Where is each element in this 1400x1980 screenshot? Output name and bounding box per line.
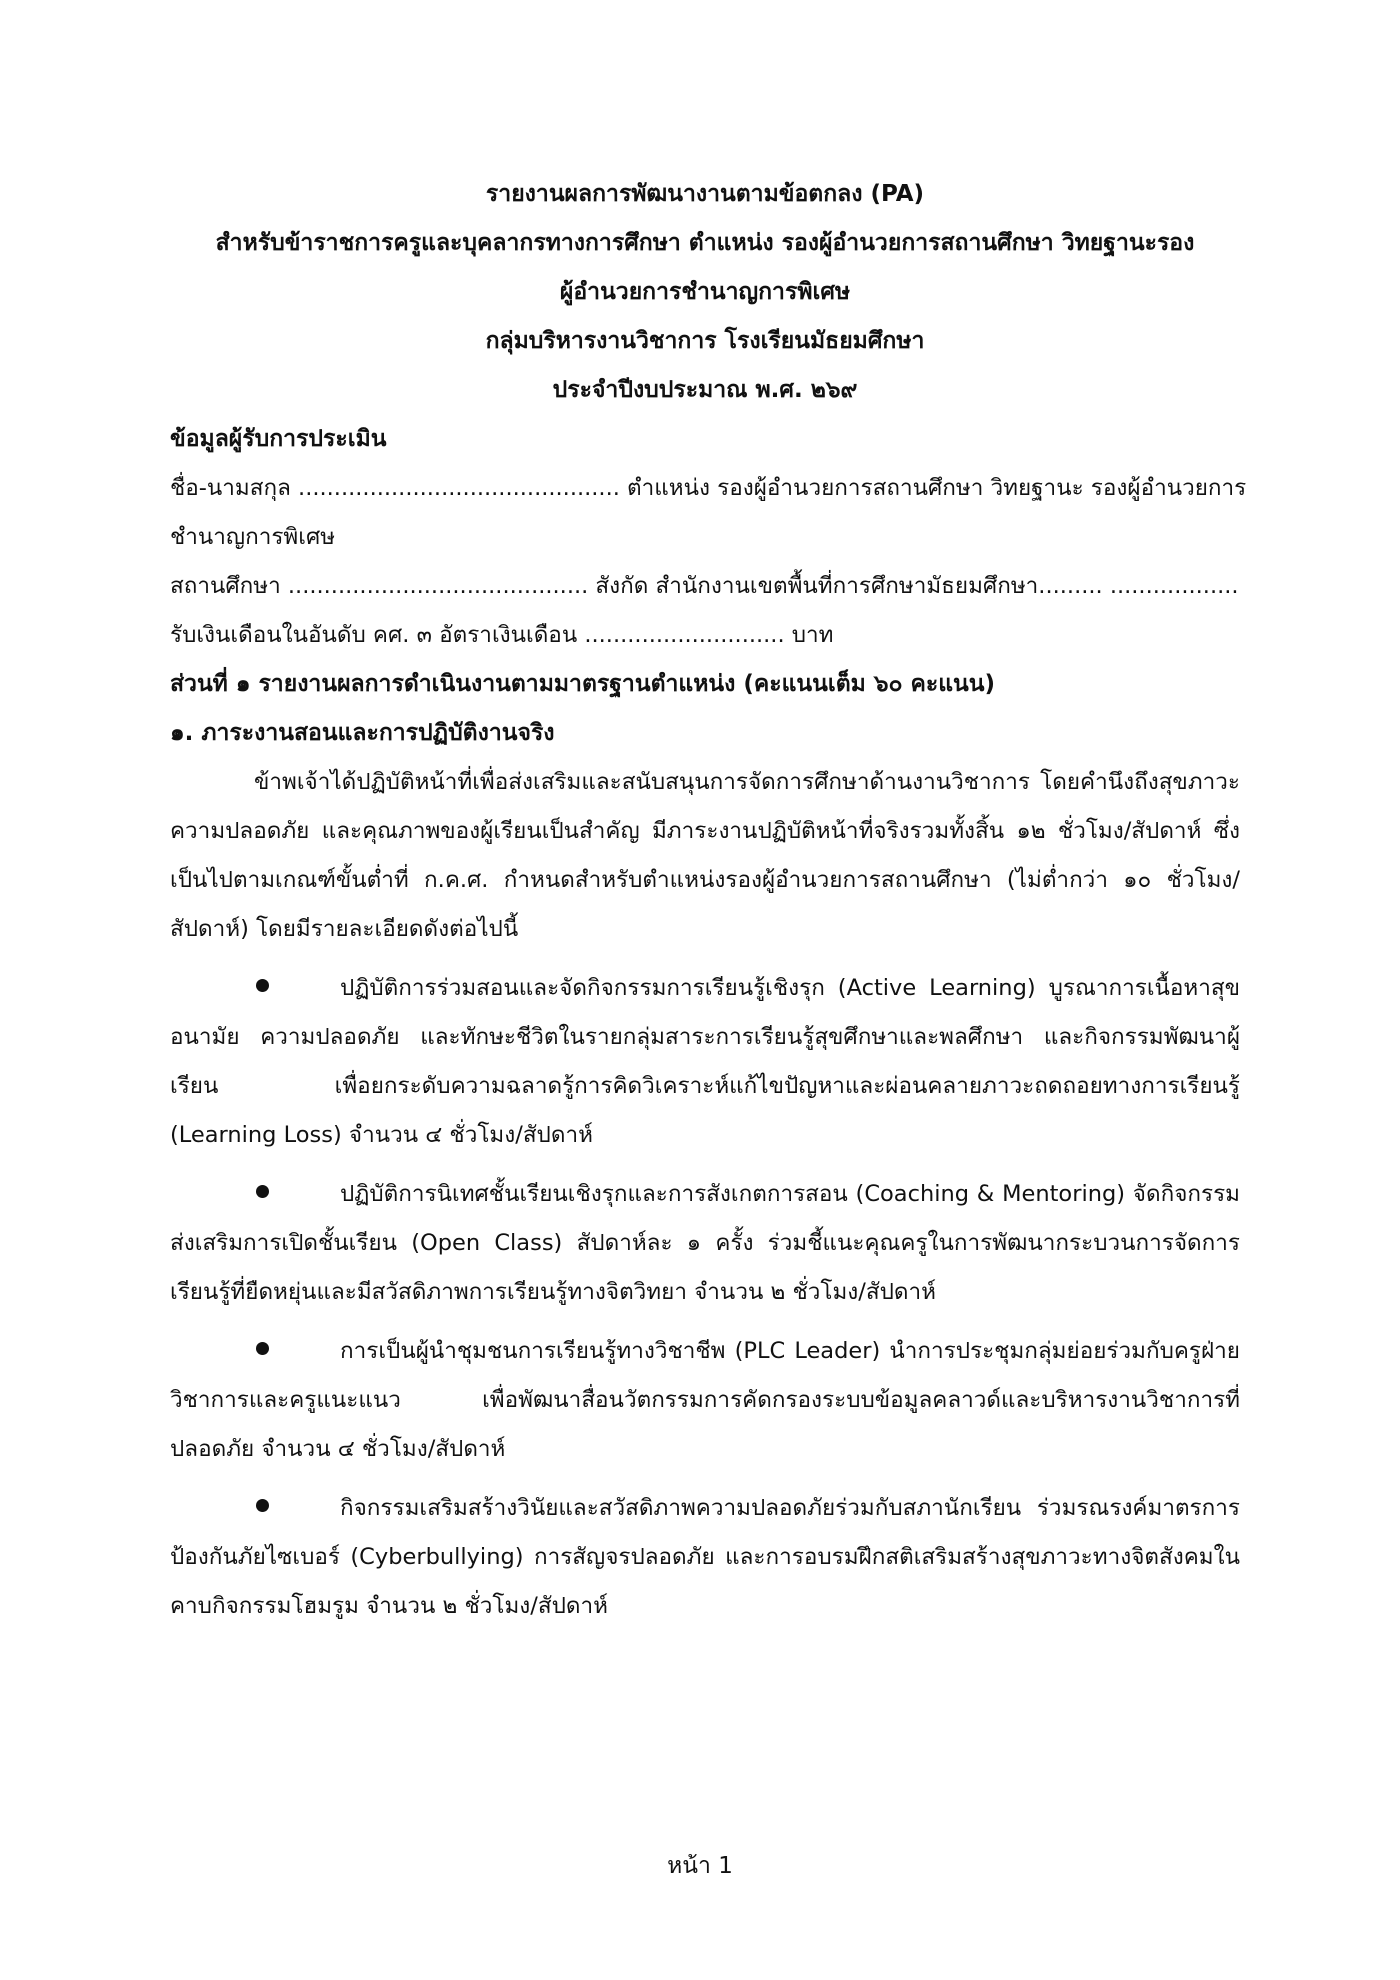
page-number: หน้า 1 (667, 1853, 733, 1879)
part1-subheading: ๑. ภาระงานสอนและการปฏิบัติงานจริง (170, 720, 555, 746)
school-affiliation-line: สถานศึกษา .......................................... สังกัด สำนักงานเขตพื้นที่การศึกษามัธยมศึกษา......... .................. (170, 573, 1239, 599)
page-content (170, 170, 1247, 1631)
bullet-text: ปฏิบัติการนิเทศชั้นเรียนเชิงรุกและการสังเกตการสอน (Coaching & Mentoring) จัดกิจกรรมส่งเสริมการเปิดชั้นเรียน (Open Class) สัปดาห์ละ ๑ ครั้ง ร่วมชี้แนะคุณครูในการพัฒนากระบวนการจัดการเรียนรู้ที่ยืดหยุ่นและมีสวัสดิภาพการเรียนรู้ทางจิตวิทยา จำนวน ๒ ชั่วโมง/สัปดาห์ (170, 1181, 1240, 1305)
intro-paragraph: ข้าพเจ้าได้ปฏิบัติหน้าที่เพื่อส่งเสริมและสนับสนุนการจัดการศึกษาด้านงานวิชาการ โดยคำนึงถึงสุขภาวะ ความปลอดภัย และคุณภาพของผู้เรียนเป็นสำคัญ มีภาระงานปฏิบัติหน้าที่จริงรวมทั้งสิ้น ๑๒ ชั่วโมง/สัปดาห์ ซึ่งเป็นไปตามเกณฑ์ขั้นต่ำที่ ก.ค.ศ. กำหนดสำหรับตำแหน่งรองผู้อำนวยการสถานศึกษา (ไม่ต่ำกว่า ๑๐ ชั่วโมง/สัปดาห์) โดยมีรายละเอียดดังต่อไปนี้ (170, 769, 1240, 942)
bullet-item (170, 1484, 1240, 1631)
bullet-text: การเป็นผู้นำชุมชนการเรียนรู้ทางวิชาชีพ (PLC Leader) นำการประชุมกลุ่มย่อยร่วมกับครูฝ่ายวิชาการและครูแนะแนว เพื่อพัฒนาสื่อนวัตกรรมการคัดกรองระบบข้อมูลคลาวด์และบริหารงานวิชาการที่ปลอดภัย จำนวน ๔ ชั่วโมง/สัปดาห์ (170, 1338, 1240, 1462)
assessee-heading: ข้อมูลผู้รับการประเมิน (170, 426, 387, 452)
name-position-line-continued: ชำนาญการพิเศษ (170, 524, 336, 550)
part1-heading: ส่วนที่ ๑ รายงานผลการดำเนินงานตามมาตรฐานตำแหน่ง (คะแนนเต็ม ๖๐ คะแนน) (170, 671, 996, 697)
title-line-4: กลุ่มบริหารงานวิชาการ โรงเรียนมัธยมศึกษา (485, 328, 925, 354)
salary-line: รับเงินเดือนในอันดับ คศ. ๓ อัตราเงินเดือน ............................ บาท (170, 622, 834, 648)
bullet-dot-icon (256, 1499, 269, 1512)
title-line-2: สำหรับข้าราชการครูและบุคลากรทางการศึกษา ตำแหน่ง รองผู้อำนวยการสถานศึกษา วิทยฐานะรอง (215, 230, 1195, 256)
report-title (170, 170, 1240, 415)
bullet-dot-icon (256, 979, 269, 992)
bullet-dot-icon (256, 1185, 269, 1198)
name-position-line: ชื่อ-นามสกุล ............................................. ตำแหน่ง รองผู้อำนวยการสถานศึกษา วิทยฐานะ รองผู้อำนวยการ (170, 475, 1247, 501)
title-line-1: รายงานผลการพัฒนางานตามข้อตกลง (PA) (485, 181, 925, 207)
bullet-text: ปฏิบัติการร่วมสอนและจัดกิจกรรมการเรียนรู้เชิงรุก (Active Learning) บูรณาการเนื้อหาสุขอนามัย ความปลอดภัย และทักษะชีวิตในรายกลุ่มสาระการเรียนรู้สุขศึกษาและพลศึกษา และกิจกรรมพัฒนาผู้เรียน เพื่อยกระดับความฉลาดรู้การคิดวิเคราะห์แก้ไขปัญหาและผ่อนคลายภาวะถดถอยทางการเรียนรู้ (Learning Loss) จำนวน ๔ ชั่วโมง/สัปดาห์ (170, 975, 1240, 1148)
title-line-3: ผู้อำนวยการชำนาญการพิเศษ (559, 279, 851, 305)
bullet-text: กิจกรรมเสริมสร้างวินัยและสวัสดิภาพความปลอดภัยร่วมกับสภานักเรียน ร่วมรณรงค์มาตรการป้องกันภัยไซเบอร์ (Cyberbullying) การสัญจรปลอดภัย และการอบรมฝึกสติเสริมสร้างสุขภาวะทางจิตสังคมในคาบกิจกรรมโฮมรูม จำนวน ๒ ชั่วโมง/สัปดาห์ (170, 1495, 1240, 1619)
title-line-5: ประจำปีงบประมาณ พ.ศ. ๒๖๙ (552, 377, 858, 403)
bullet-item (170, 1170, 1240, 1317)
bullet-dot-icon (256, 1342, 269, 1355)
bullet-item (170, 964, 1240, 1160)
bullet-item (170, 1327, 1240, 1474)
